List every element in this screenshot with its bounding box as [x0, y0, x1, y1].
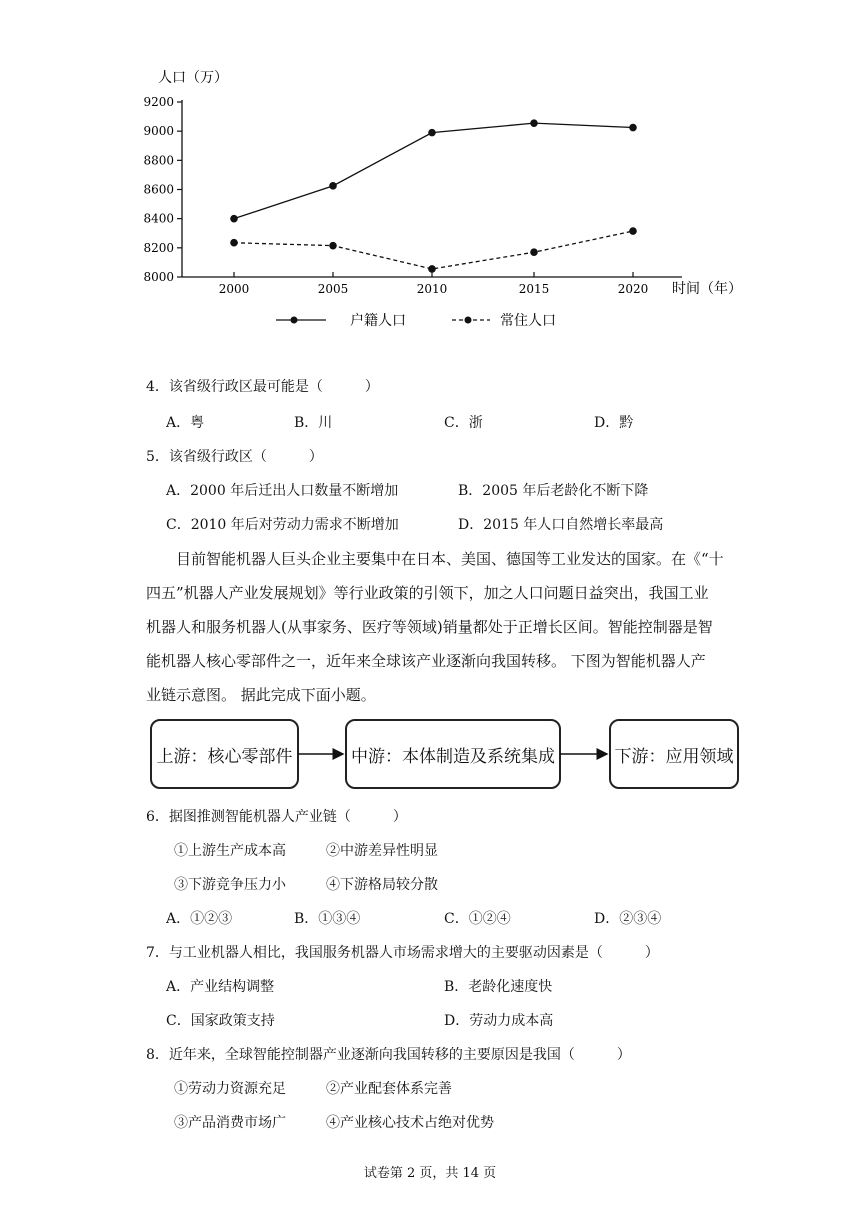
question-4-stem: 4．该省级行政区最可能是（ ）	[146, 379, 379, 395]
y-axis-label: 人口（万）	[158, 70, 228, 86]
y-tick-label: 8600	[143, 182, 174, 197]
question-6-stem: 6．据图推测智能机器人产业链（ ）	[146, 809, 407, 825]
q6-item-3: ③下游竞争压力小	[174, 877, 286, 893]
page-footer: 试卷第 2 页，共 14 页	[363, 1166, 497, 1181]
q4-option-b[interactable]: B．川	[294, 415, 333, 431]
flow-box-downstream: 下游：应用领域	[609, 719, 739, 789]
q4-option-d[interactable]: D．黔	[594, 415, 634, 431]
q6-option-c[interactable]: C．①②④	[444, 911, 511, 927]
question-7-stem: 7．与工业机器人相比，我国服务机器人市场需求增大的主要驱动因素是（ ）	[146, 945, 659, 961]
passage-line-1: 目前智能机器人巨头企业主要集中在日本、美国、德国等工业发达的国家。在《“十	[176, 550, 724, 568]
q5-option-d[interactable]: D．2015 年人口自然增长率最高	[458, 517, 664, 533]
q7-option-d[interactable]: D．劳动力成本高	[444, 1013, 554, 1029]
q7-option-c[interactable]: C．国家政策支持	[166, 1013, 275, 1029]
q4-option-c[interactable]: C．浙	[444, 415, 483, 431]
passage-line-4: 能机器人核心零部件之一，近年来全球该产业逐渐向我国转移。 下图为智能机器人产	[146, 652, 706, 670]
y-tick-label: 9200	[143, 95, 174, 109]
q6-item-4: ④下游格局较分散	[326, 877, 438, 893]
q5-option-c[interactable]: C．2010 年后对劳动力需求不断增加	[166, 517, 399, 533]
y-tick-label: 8400	[143, 211, 174, 226]
question-8-stem: 8．近年来，全球智能控制器产业逐渐向我国转移的主要原因是我国（ ）	[146, 1047, 631, 1063]
passage-line-2: 四五”机器人产业发展规划》等行业政策的引领下，加之人口问题日益突出，我国工业	[146, 584, 709, 602]
q7-option-b[interactable]: B．老龄化速度快	[444, 979, 553, 995]
legend-label-hukou: 户籍人口	[350, 313, 406, 329]
q6-item-2: ②中游差异性明显	[326, 843, 438, 859]
passage-line-3: 机器人和服务机器人(从事家务、医疗等领域)销量都处于正增长区间。智能控制器是智	[146, 618, 713, 636]
x-tick-label: 2010	[416, 282, 448, 296]
x-tick-label: 2000	[218, 282, 250, 296]
y-tick-label: 8800	[143, 153, 174, 168]
q4-option-a[interactable]: A．粤	[166, 415, 205, 431]
x-tick-label: 2020	[617, 282, 649, 296]
q7-option-a[interactable]: A．产业结构调整	[166, 979, 275, 995]
flow-box-midstream: 中游：本体制造及系统集成	[345, 719, 561, 789]
y-tick-label: 8000	[143, 270, 174, 284]
q6-item-1: ①上游生产成本高	[174, 843, 286, 859]
x-axis-label: 时间（年）	[672, 281, 742, 297]
x-tick-label: 2015	[518, 282, 550, 296]
q8-item-3: ③产品消费市场广	[174, 1115, 286, 1131]
passage-line-5: 业链示意图。 据此完成下面小题。	[146, 686, 376, 704]
q8-item-1: ①劳动力资源充足	[174, 1081, 286, 1097]
q5-option-b[interactable]: B．2005 年后老龄化不断下降	[458, 483, 649, 499]
q6-option-d[interactable]: D．②③④	[594, 911, 662, 927]
y-tick-label: 8200	[143, 240, 174, 255]
question-5-stem: 5．该省级行政区（ ）	[146, 449, 323, 465]
flow-box-upstream: 上游：核心零部件	[150, 719, 299, 789]
legend-label-changzhu: 常住人口	[500, 313, 556, 329]
q8-item-4: ④产业核心技术占绝对优势	[326, 1115, 494, 1131]
q5-option-a[interactable]: A．2000 年后迁出人口数量不断增加	[166, 483, 399, 499]
y-tick-label: 9000	[143, 124, 174, 139]
q6-option-a[interactable]: A．①②③	[166, 911, 233, 927]
q6-option-b[interactable]: B．①③④	[294, 911, 361, 927]
x-tick-label: 2005	[317, 282, 349, 296]
q8-item-2: ②产业配套体系完善	[326, 1081, 452, 1097]
